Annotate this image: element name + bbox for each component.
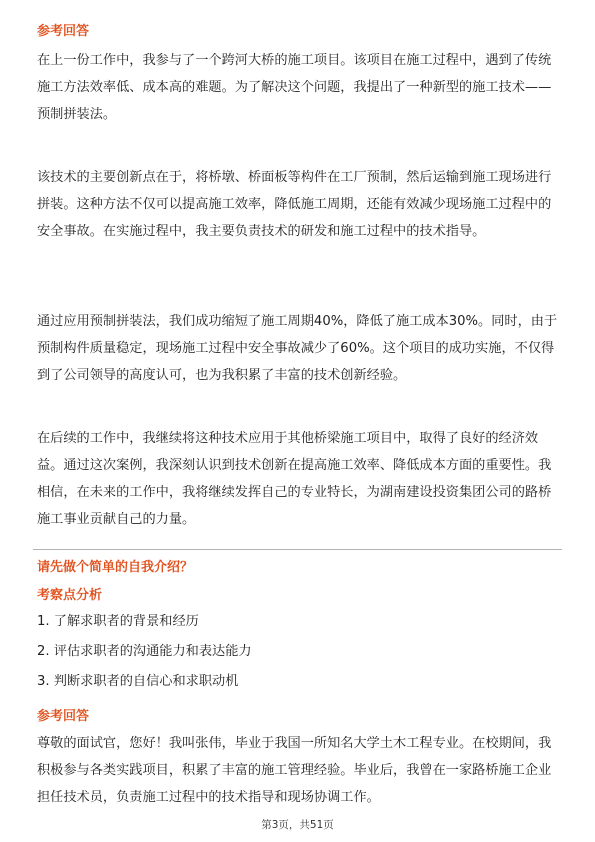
- section-divider: [33, 549, 562, 550]
- analysis-point: 2. 评估求职者的沟通能力和表达能力: [37, 644, 252, 659]
- answer-paragraph: 在后续的工作中，我继续将这种技术应用于其他桥梁施工项目中，取得了良好的经济效益。通过这次案例，我深刻认识到技术创新在提高施工效率、降低成本方面的重要性。我相信，在未来的工作中，我将继续发挥自己的专业特长，为湖南建设投资集团公司的路桥施工事业贡献自己的力量。: [37, 431, 552, 527]
- answer-paragraph: 尊敬的面试官，您好！我叫张伟，毕业于我国一所知名大学土木工程专业。在校期间，我积极参与各类实践项目，积累了丰富的施工管理经验。毕业后，我曾在一家路桥施工企业担任技术员，负责施工过程中的技术指导和现场协调工作。: [37, 736, 552, 805]
- analysis-point: 3. 判断求职者的自信心和求职动机: [37, 674, 239, 689]
- answer-heading: 参考回答: [37, 24, 90, 39]
- answer-paragraph: 通过应用预制拼装法，我们成功缩短了施工周期40%，降低了施工成本30%。同时，由于预制构件质量稳定，现场施工过程中安全事故减少了60%。这个项目的成功实施，不仅得到了公司领导的高度认可，也为我积累了丰富的技术创新经验。: [37, 314, 558, 383]
- analysis-point: 1. 了解求职者的背景和经历: [37, 614, 199, 629]
- analysis-heading: 考察点分析: [37, 588, 103, 603]
- answer-heading: 参考回答: [37, 709, 90, 724]
- question-heading: 请先做个简单的自我介绍？: [37, 560, 194, 575]
- page-number: 第3页，共51页: [261, 819, 334, 831]
- answer-paragraph: 在上一份工作中，我参与了一个跨河大桥的施工项目。该项目在施工过程中，遇到了传统施工方法效率低、成本高的难题。为了解决这个问题，我提出了一种新型的施工技术——预制拼装法。: [37, 53, 552, 122]
- answer-paragraph: 该技术的主要创新点在于，将桥墩、桥面板等构件在工厂预制，然后运输到施工现场进行拼装。这种方法不仅可以提高施工效率，降低施工周期，还能有效减少现场施工过程中的安全事故。在实施过程中，我主要负责技术的研发和施工过程中的技术指导。: [37, 170, 552, 239]
